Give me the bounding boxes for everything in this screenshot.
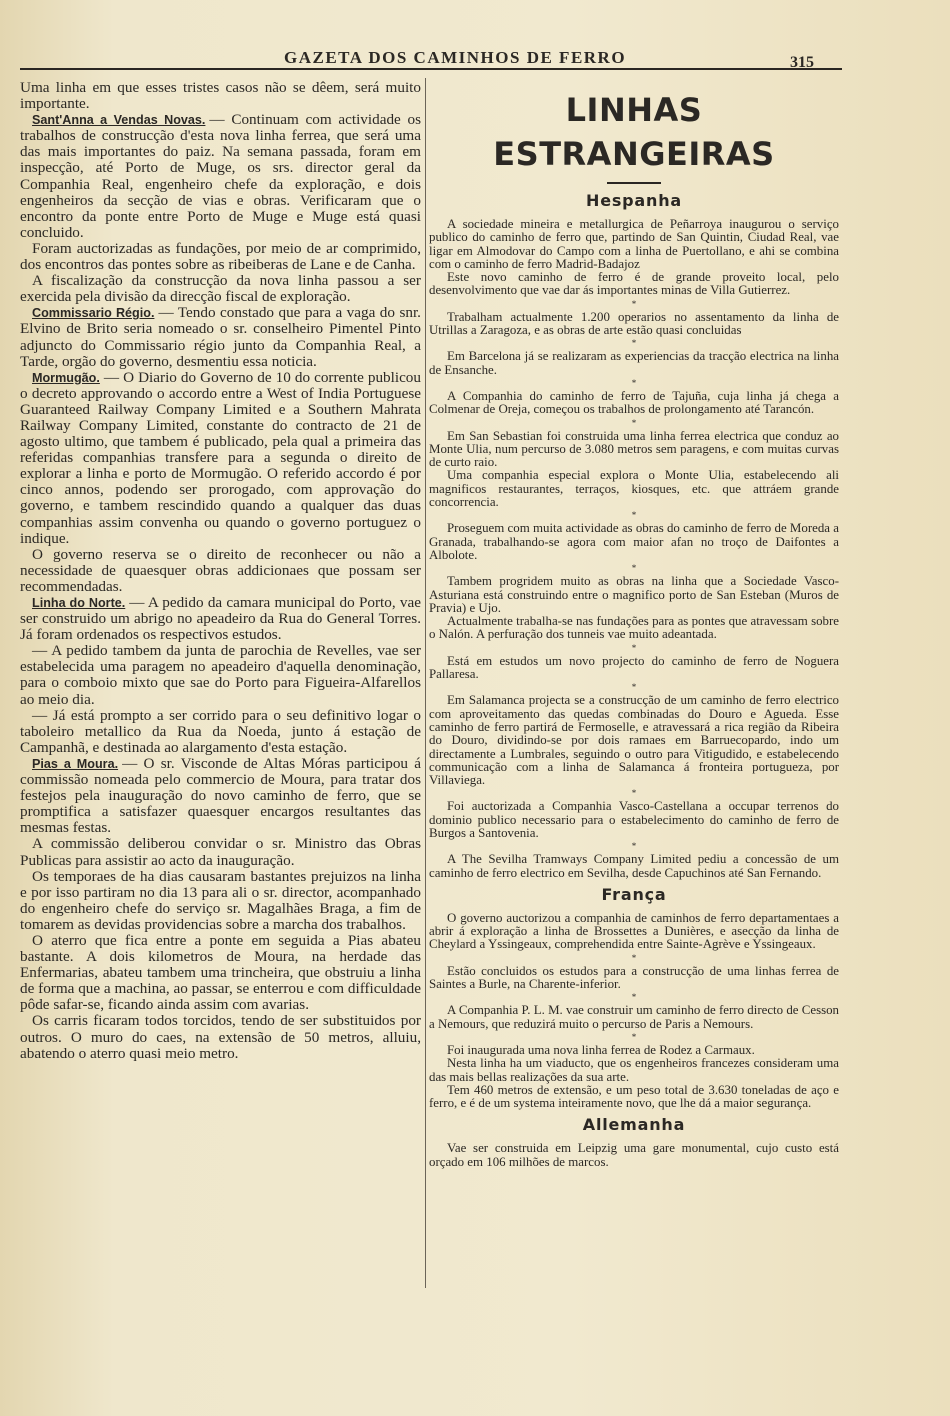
hespanha-item-paragraph: Proseguem com muita actividade as obras do caminho de ferro de Moreda a Granada, trabalhando-se agora com maior afan no troço de Daifontes a Albolote. <box>429 521 839 562</box>
intro-paragraph: Uma linha em que esses tristes casos não se dêem, será muito importante. <box>20 80 421 113</box>
norte-paragraph-3: — Já está prompto a ser corrido para o seu definitivo logar o taboleiro metallico da Rua da Noeda, junto á estação de Campanhã, e destinada ao alargamento d'esta estação. <box>20 706 421 756</box>
allemanha-heading: Allemanha <box>582 1115 686 1135</box>
santanna-heading: Sant'Anna a Vendas Novas. <box>32 113 206 128</box>
left-column <box>20 80 421 1290</box>
hespanha-item-paragraph: Em San Sebastian foi construida uma linha ferrea electrica que conduz ao Monte Ulia, num percurso de 3.080 metros sem paragens, e com muitas curvas de curto raio. <box>429 428 839 470</box>
norte-text-1: — A pedido da camara municipal do Porto, vae ser construido um abrigo no apeadeiro da Rua do General Torres. Já foram ordenados os respectivos estudos. <box>20 594 421 644</box>
franca-item-paragraph: Tem 460 metros de extensão, e um peso total de 3.630 toneladas de aço e ferro, e é de um systema inteiramente novo, que lhe dá a maior segurança. <box>429 1082 839 1111</box>
commissario-paragraph-1 <box>20 305 421 369</box>
franca-item-paragraph: Nesta linha ha um viaducto, que os engenheiros francezes consideram uma das mais bellas realizações da sua arte. <box>429 1056 839 1084</box>
pias-paragraph-4: O aterro que fica entre a ponte em seguida a Pias abateu bastante. A dois kilometros de Moura, na herdade das Enfermarias, abateu tambem uma trincheira, que obstruiu a linha de forma que a machina, ao passar, se enterrou e com difficuldade pôde safar-se, ficando ainda assim com avarias. <box>20 931 421 1014</box>
franca-items <box>429 912 839 1111</box>
page-header <box>20 44 842 74</box>
hespanha-item-paragraph: Está em estudos um novo projecto do caminho de ferro de Noguera Pallaresa. <box>429 653 839 682</box>
hespanha-item-paragraph: Foi auctorizada a Companhia Vasco-Castellana a occupar terrenos do dominio publico necessario para o estabelecimento do caminho de ferro de Burgos a Santovenia. <box>429 799 839 840</box>
separator-star: * <box>631 563 637 574</box>
franca-item-paragraph: Foi inaugurada uma nova linha ferrea de Rodez a Carmaux. <box>447 1042 755 1057</box>
pias-paragraph-5: Os carris ficaram todos torcidos, tendo de ser substituidos por outros. O muro do caes, na extensão de 50 metros, alluiu, abatendo o aterro quasi meio metro. <box>20 1012 421 1062</box>
allemanha-item-paragraph: Vae ser construida em Leipzig uma gare monumental, cujo custo está orçado em 106 milhões de marcos. <box>429 1141 839 1169</box>
hespanha-item-paragraph: Em Barcelona já se realizaram as experiencias da tracção electrica na linha de Ensanche. <box>429 349 839 377</box>
separator-star: * <box>631 377 637 388</box>
mormugao-paragraph-2: O governo reserva se o direito de reconhecer ou não a necessidade de quaesquer obras addicionaes que possam ser recommendadas. <box>20 545 421 595</box>
norte-paragraph-2: — A pedido tambem da junta de parochia de Revelles, vae ser estabelecida uma paragem no apeadeiro d'aquella denominação, para o comboio mixto que sae do Porto para Figueira-Alfarellos ao meio dia. <box>20 642 421 708</box>
separator-star: * <box>631 298 637 309</box>
separator-star: * <box>631 788 637 799</box>
franca-item-paragraph: Estão concluidos os estudos para a construcção de uma linhas ferrea de Saintes a Burle, na Charente-inferior. <box>429 963 839 992</box>
franca-heading: França <box>601 884 667 904</box>
pias-paragraph-2: A commissão deliberou convidar o sr. Ministro das Obras Publicas para assistir ao acto da inauguração. <box>20 835 421 869</box>
santanna-paragraph-1 <box>20 112 421 241</box>
section-title: LINHAS ESTRANGEIRAS <box>493 91 775 173</box>
journal-title: GAZETA DOS CAMINHOS DE FERRO <box>284 48 627 67</box>
mormugao-heading: Mormugão. <box>32 370 100 385</box>
hespanha-item-paragraph: Actualmente trabalha-se nas fundações para as pontes que atravessam sobre o Nalón. A perfuração dos tunneis vae muito adeantada. <box>429 614 839 642</box>
santanna-paragraph-3: A fiscalização da construcção da nova linha passou a ser exercida pela divisão da direcção fiscal de exploração. <box>20 272 421 306</box>
hespanha-heading: Hespanha <box>586 191 682 210</box>
santanna-paragraph-2: Foram auctorizadas as fundações, por meio de ar comprimido, dos encontros das pontes sobre as ribeiberas de Lane e de Canha. <box>20 239 421 274</box>
franca-item-paragraph: O governo auctorizou a companhia de caminhos de ferro departamentaes a abrir á exploração a linha de Brossettes a Dunières, e asecção da linha de Cheylard a Yssingeaux, comprehendida entre Sainte-Agrève e Yssingeaux. <box>429 910 839 952</box>
hespanha-item-paragraph: A Companhia do caminho de ferro de Tajuña, cuja linha já chega a Colmenar de Oreja, começou os trabalhos de prolongamento até Tarancón. <box>429 388 839 417</box>
norte-paragraph-1 <box>20 595 421 643</box>
commissario-text-1: — Tendo constado que para a vaga do snr. Elvino de Brito seria nomeado o sr. conselheiro Pimentel Pinto adjuncto do Commissario régio junto da Companhia Real, a Tarde, orgão do governo, desmentiu essa noticia. <box>20 304 421 370</box>
hespanha-item-paragraph: Trabalham actualmente 1.200 operarios no assentamento da linha de Utrillas a Zaragoza, e as obras de arte estão quasi concluidas <box>429 309 839 338</box>
commissario-heading: Commissario Régio. <box>32 306 155 321</box>
mormugao-paragraph-1 <box>20 370 421 547</box>
hespanha-item-paragraph: Este novo caminho de ferro é de grande proveito local, pelo desenvolvimento que vae dar ás importantes minas de Villa Gutierrez. <box>429 270 839 298</box>
column-divider <box>425 78 426 1288</box>
norte-heading: Linha do Norte. <box>32 596 126 610</box>
header-rule <box>20 68 842 70</box>
hespanha-item-paragraph: A sociedade mineira e metallurgica de Peñarroya inaugurou o serviço publico do caminho de ferro que, partindo de San Quintin, Ciudad Real, vae ligar em Almodovar do Campo com a linha de Puertollano, e ahi se combina com o caminho de ferro Madrid-Badajoz <box>429 217 839 271</box>
pias-paragraph-3: Os temporaes de ha dias causaram bastantes prejuizos na linha e por isso partiram no dia 13 para ali o sr. director, acompanhado do engenheiro chefe do serviço sr. Magalhães Braga, a fim de tomarem as devidas providencias sobre a marcha dos trabalhos. <box>20 867 421 933</box>
separator-star: * <box>631 952 637 963</box>
separator-star: * <box>631 642 637 653</box>
hespanha-item-paragraph: Uma companhia especial explora o Monte Ulia, estabelecendo ali magnificos restaurantes, terraços, kiosques, etc. que attráem grande concorrencia. <box>429 468 839 510</box>
hespanha-item-paragraph: Tambem progridem muito as obras na linha que a Sociedade Vasco-Asturiana está construindo entre o magnifico porto de San Esteban (Muros de Pravia) e Ujo. <box>429 574 839 615</box>
franca-item-paragraph: A Companhia P. L. M. vae construir um caminho de ferro directo de Cesson a Nemours, que reduzirá muito o percurso de Paris a Nemours. <box>429 1003 839 1031</box>
pias-text-1: — O sr. Visconde de Altas Móras participou á commissão nomeada pelo commercio de Moura, para tratar dos festejos pela inauguração do novo caminho de ferro, que se promptifica a satisfazer quaesquer encargos resultantes das mesmas festas. <box>20 754 421 837</box>
hespanha-item-paragraph: Em Salamanca projecta se a construcção de um caminho de ferro electrico com aproveitamento das quedas combinadas do Douro e Agueda. Esse caminho de ferro partirá de Fermoselle, e atravessará a rica região da Ribeira do Douro, dividindo-se por dois ramaes em Barruecopardo, indo um directamente a Lumbrales, seguindo o outro para Vitigudido, e estabelecendo communicação com a linha de Salamanca á fronteira portugueza, por Villaviega. <box>429 693 839 788</box>
separator-star: * <box>631 992 637 1003</box>
right-column <box>429 80 839 1300</box>
separator-star: * <box>631 682 637 693</box>
mormugao-text-1: — O Diario do Governo de 10 do corrente publicou o decreto approvando o accordo entre a West of India Portuguese Guaranteed Railway Company Limited e a Southern Mahrata Railway Company Limited, constante do contracto de 21 de agosto ultimo, que tambem é publicado, pela qual a primeira das referidas companhias transfere para a segunda o direito de explorar a linha e porto de Mormugão. O referido accordo é por cinco annos, podendo ser prorogado, com approvação do governo, e tambem rescindido quando a qualquer das duas companhias assim convenha ou quando o governo portuguez o indique. <box>20 368 421 547</box>
separator-star: * <box>631 510 637 521</box>
allemanha-items <box>429 1142 839 1169</box>
santanna-text-1: — Continuam com actividade os trabalhos de construcção d'esta nova linha ferrea, que será uma das mais importantes do paiz. Na semana passada, foram em inspecção, até Porto de Muge, os srs. director geral da Companhia Real, engenheiro chefe da exploração, e dois engenheiros da secção de vias e obras. Verificaram que o encontro da ponte entre Porto de Muge e Muge está quasi concluido. <box>20 111 421 241</box>
pias-paragraph-1 <box>20 756 421 836</box>
separator-star: * <box>631 841 637 852</box>
hespanha-items <box>429 218 839 880</box>
page-number: 315 <box>790 54 814 71</box>
separator-star: * <box>631 417 637 428</box>
separator-star: * <box>631 338 637 349</box>
pias-heading: Pias a Moura. <box>32 756 119 771</box>
title-rule <box>607 182 661 184</box>
separator-star: * <box>631 1031 637 1042</box>
hespanha-item-paragraph: A The Sevilha Tramways Company Limited pediu a concessão de um caminho de ferro electrico em Sevilha, desde Capuchinos até San Fernando. <box>429 852 839 880</box>
